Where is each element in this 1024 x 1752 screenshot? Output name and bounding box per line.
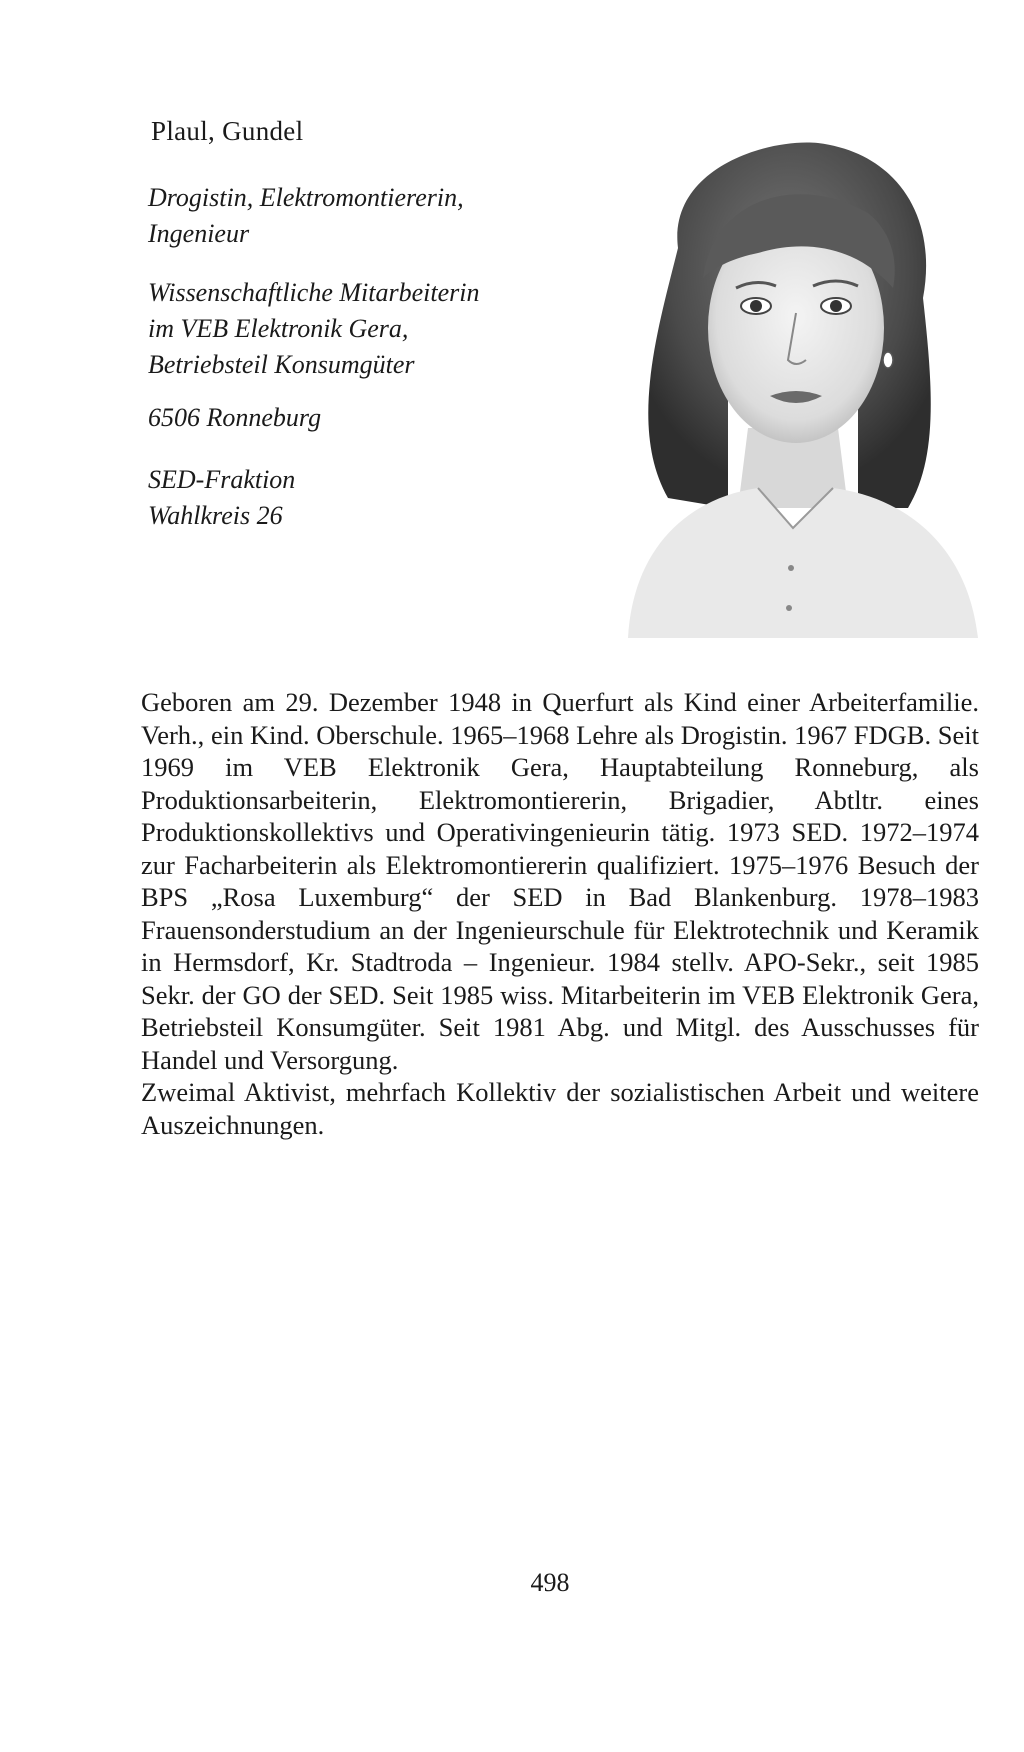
faction	[148, 462, 648, 534]
biography	[141, 686, 979, 1141]
profession-line: Drogistin, Elektromontiererin,	[148, 183, 464, 212]
profession-line: Ingenieur	[148, 219, 250, 248]
address	[148, 400, 648, 436]
faction-line: SED-Fraktion	[148, 465, 296, 494]
position-line: im VEB Elektronik Gera,	[148, 314, 409, 343]
person-name: Plaul, Gundel	[151, 116, 304, 146]
constituency-line: Wahlkreis 26	[148, 501, 283, 530]
position	[148, 275, 648, 383]
page-number: 498	[530, 1568, 570, 1597]
biography-paragraph: Zweimal Aktivist, mehrfach Kollektiv der sozialistischen Arbeit und weitere Auszeichnungen.	[141, 1077, 979, 1140]
professions	[148, 180, 648, 252]
portrait-photo	[608, 128, 988, 638]
biography-paragraph: Geboren am 29. Dezember 1948 in Querfurt als Kind einer Arbeiterfamilie. Verh., ein Kind. Oberschule. 1965–1968 Lehre als Drogistin. 1967 FDGB. Seit 1969 im VEB Elektronik Gera, Hauptabteilung Ronneburg, als Produktionsarbeiterin, Elektromontiererin, Brigadier, Abtltr. eines Produktionskollektivs und Operativingenieurin tätig. 1973 SED. 1972–1974 zur Facharbeiterin als Elektromontiererin qualifiziert. 1975–1976 Besuch der BPS „Rosa Luxemburg“ der SED in Bad Blankenburg. 1978–1983 Frauensonderstudium an der Ingenieurschule für Elektrotechnik und Keramik in Hermsdorf, Kr. Stadtroda – Ingenieur. 1984 stellv. APO-Sekr., seit 1985 Sekr. der GO der SED. Seit 1985 wiss. Mitarbeiterin im VEB Elektronik Gera, Betriebsteil Konsumgüter. Seit 1981 Abg. und Mitgl. des Ausschusses für Handel und Versorgung.	[141, 687, 979, 1075]
position-line: Wissenschaftliche Mitarbeiterin	[148, 278, 480, 307]
address-line: 6506 Ronneburg	[148, 403, 322, 432]
position-line: Betriebsteil Konsumgüter	[148, 350, 415, 379]
